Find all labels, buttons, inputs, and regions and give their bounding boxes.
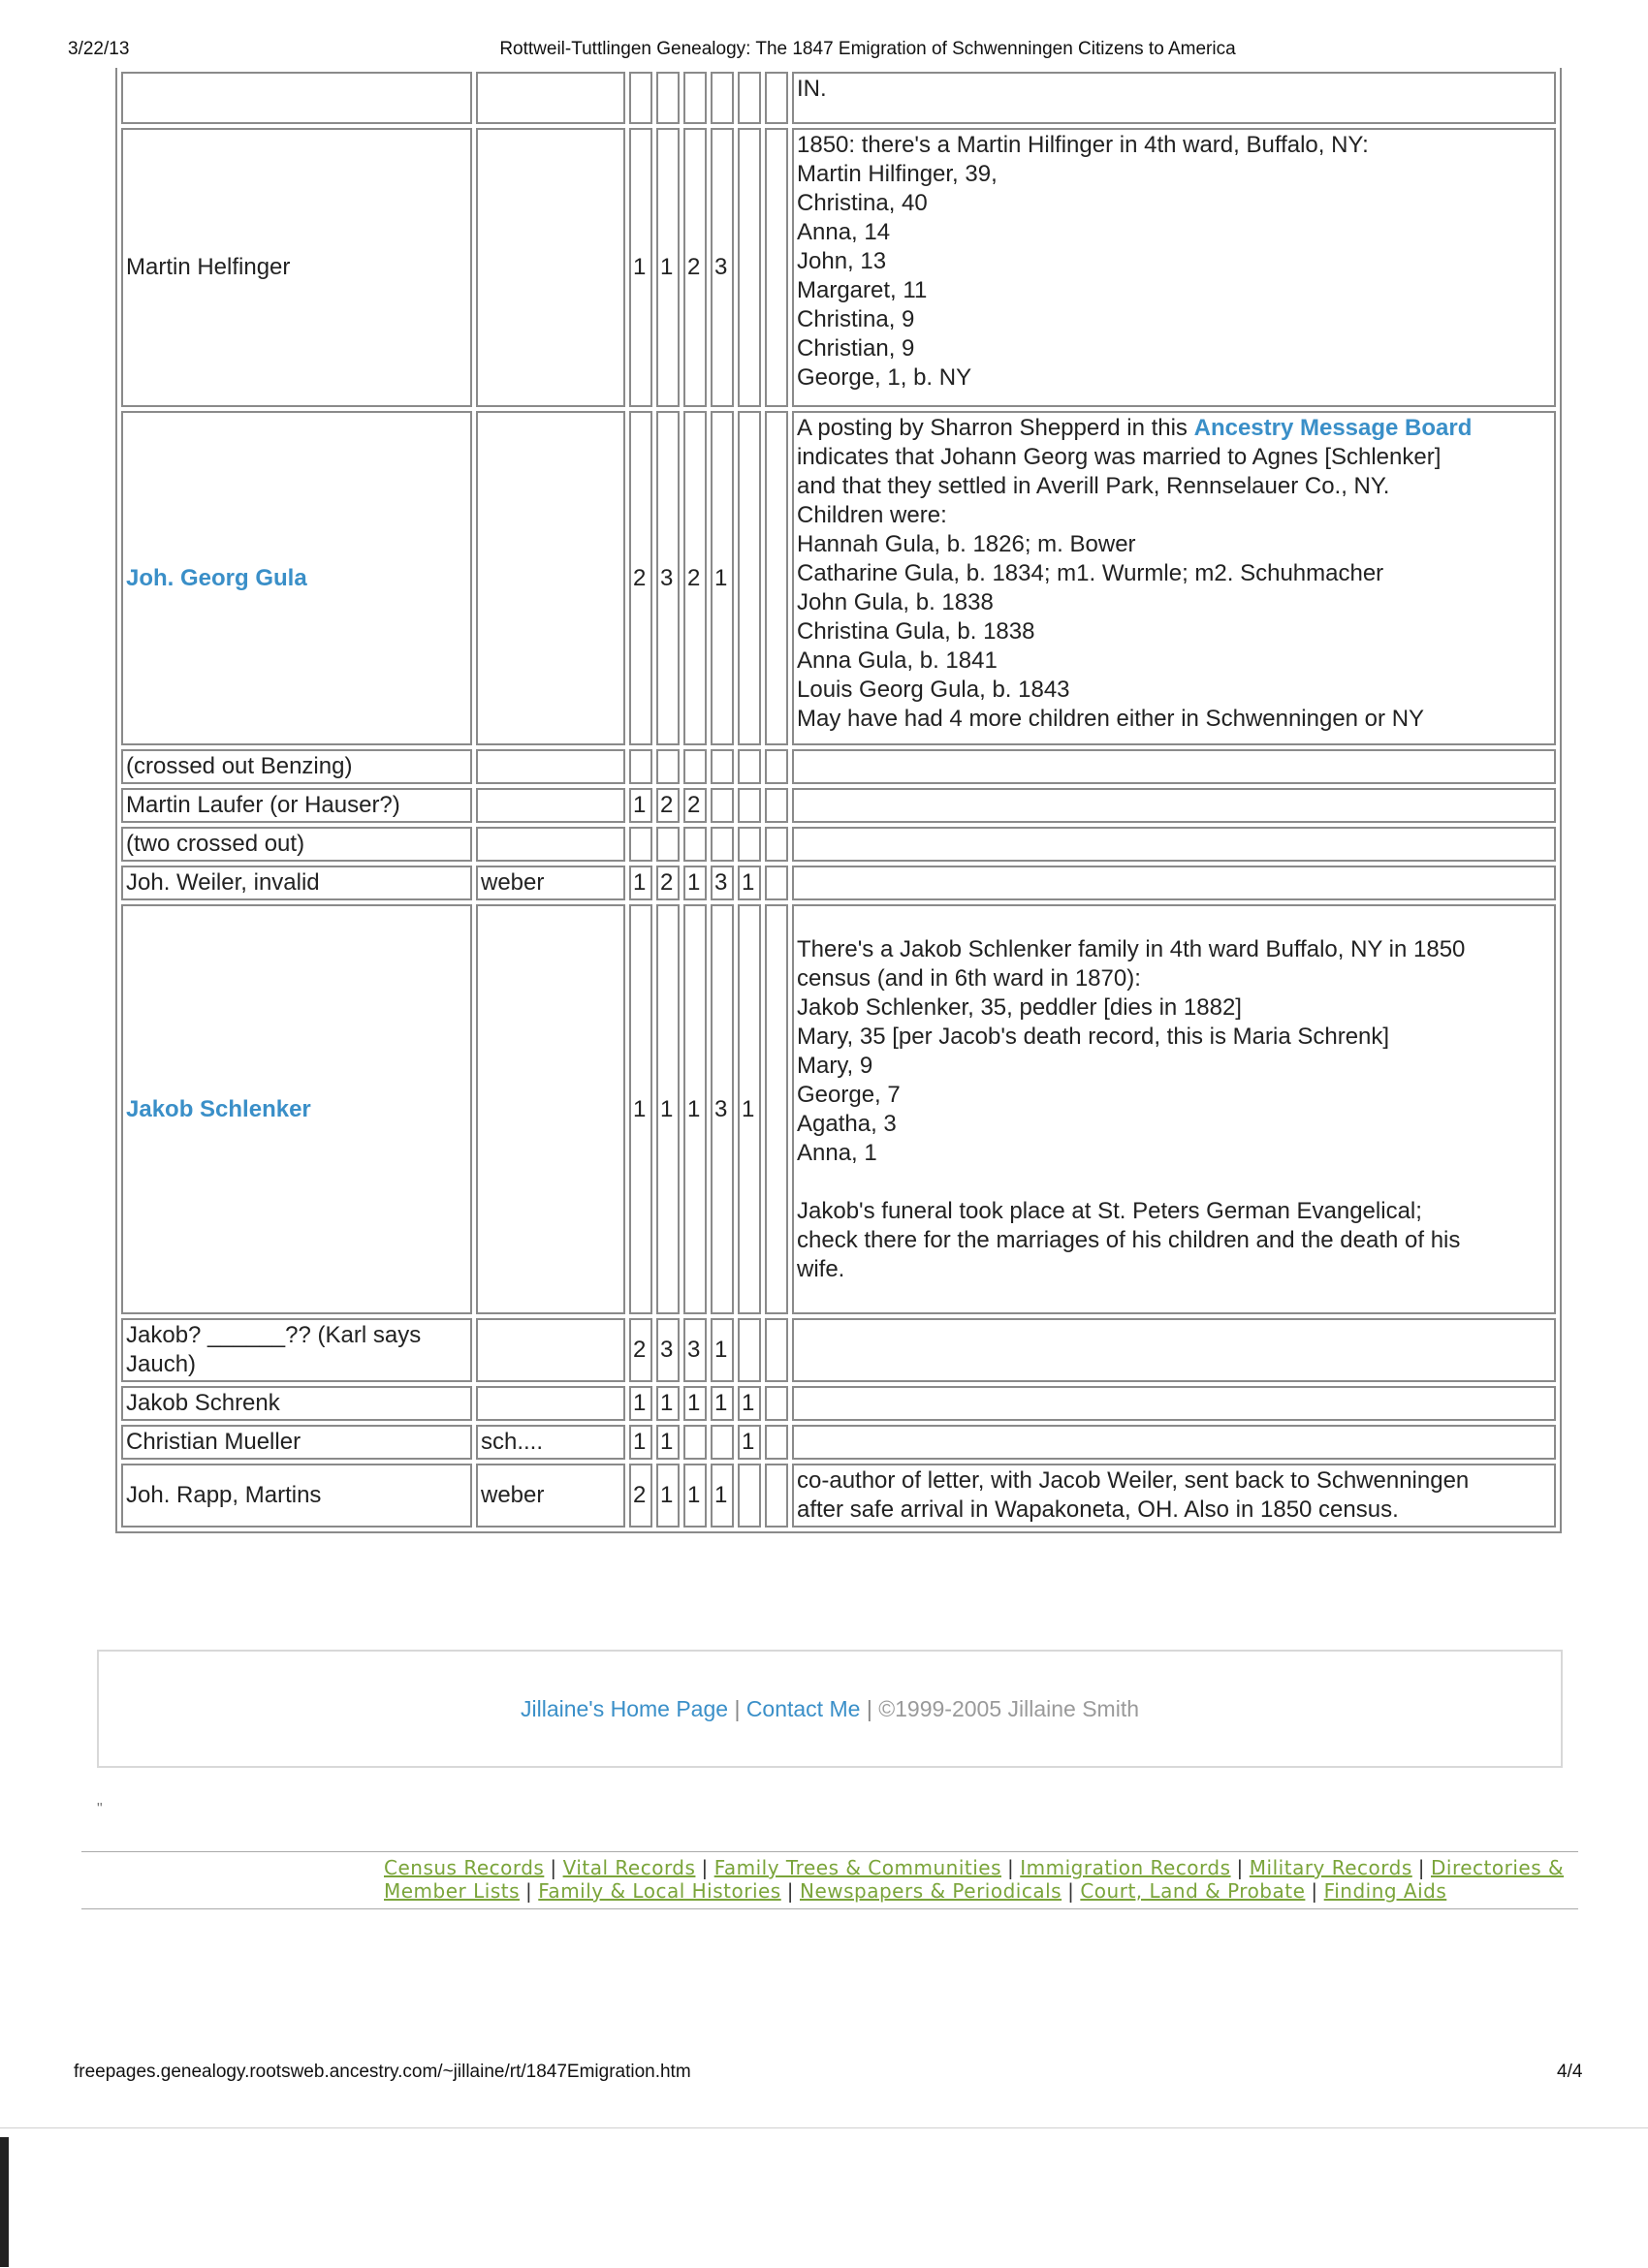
occupation-cell	[476, 128, 625, 407]
count-cell: 1	[738, 1425, 761, 1460]
contact-me-link[interactable]: Contact Me	[745, 1696, 861, 1721]
count-cell: 1	[629, 866, 652, 900]
count-cell	[738, 827, 761, 862]
count-cell: 1	[656, 1464, 680, 1528]
nav-link[interactable]: Vital Records	[562, 1856, 696, 1879]
count-cell: 1	[629, 128, 652, 407]
count-cell: 1	[683, 866, 707, 900]
count-cell	[629, 72, 652, 124]
occupation-cell: weber	[476, 866, 625, 900]
table-row	[121, 72, 1556, 124]
note-line: John, 13	[797, 248, 887, 274]
notes-cell	[792, 128, 1556, 407]
table-row	[121, 827, 1556, 862]
count-cell	[683, 827, 707, 862]
print-page-number: 4/4	[1557, 2062, 1583, 2082]
count-cell: 1	[738, 1386, 761, 1421]
table-row	[121, 1425, 1556, 1460]
count-cell	[765, 1386, 788, 1421]
occupation-cell	[476, 827, 625, 862]
copyright-text: ©1999-2005 Jillaine Smith	[878, 1696, 1140, 1721]
occupation-cell	[476, 1318, 625, 1382]
count-cell	[765, 1318, 788, 1382]
occupation-cell: weber	[476, 1464, 625, 1528]
count-cell	[765, 827, 788, 862]
table-row	[121, 411, 1556, 745]
nav-separator: |	[1067, 1879, 1075, 1903]
count-cell: 1	[711, 1386, 734, 1421]
nav-link[interactable]: Directories & Member Lists	[384, 1856, 1565, 1903]
table-row	[121, 788, 1556, 823]
note-line: Jakob's funeral took place at St. Peters German Evangelical;	[797, 1197, 1422, 1224]
notes-cell	[792, 788, 1556, 823]
note-line: There's a Jakob Schlenker family in 4th ward Buffalo, NY in 1850	[797, 935, 1466, 962]
count-cell	[738, 1318, 761, 1382]
notes-cell	[792, 749, 1556, 784]
count-cell	[765, 788, 788, 823]
count-cell: 1	[629, 1386, 652, 1421]
note-line: Agatha, 3	[797, 1110, 897, 1137]
note-line: Christina Gula, b. 1838	[797, 618, 1035, 645]
print-url: freepages.genealogy.rootsweb.ancestry.com/~jillaine/rt/1847Emigration.htm	[74, 2062, 691, 2082]
count-cell	[711, 1425, 734, 1460]
note-line: 1850: there's a Martin Hilfinger in 4th ward, Buffalo, NY:	[797, 132, 1369, 158]
note-line: George, 1, b. NY	[797, 364, 972, 391]
count-cell: 1	[711, 1318, 734, 1382]
note-text: A posting by Sharron Shepperd in this	[797, 415, 1188, 441]
name-cell: Joh. Weiler, invalid	[121, 866, 472, 900]
occupation-cell	[476, 411, 625, 745]
count-cell	[765, 411, 788, 745]
note-line: check there for the marriages of his children and the death of his	[797, 1226, 1461, 1253]
note-line: IN.	[797, 76, 827, 102]
person-link[interactable]: Jakob Schlenker	[126, 1095, 311, 1122]
note-line: after safe arrival in Wapakoneta, OH. Also in 1850 census.	[797, 1496, 1399, 1523]
count-cell	[711, 827, 734, 862]
name-cell	[121, 72, 472, 124]
name-cell: (two crossed out)	[121, 827, 472, 862]
records-nav-bar	[81, 1851, 1578, 1909]
occupation-cell	[476, 904, 625, 1314]
nav-link[interactable]: Family Trees & Communities	[713, 1856, 1001, 1879]
nav-link[interactable]: Newspapers & Periodicals	[799, 1879, 1062, 1903]
count-cell	[765, 904, 788, 1314]
scan-margin	[0, 2127, 1648, 2268]
count-cell	[765, 1425, 788, 1460]
note-line	[797, 1168, 1551, 1197]
count-cell: 1	[683, 1464, 707, 1528]
count-cell: 2	[656, 788, 680, 823]
notes-cell	[792, 1464, 1556, 1528]
note-line: Anna, 1	[797, 1139, 877, 1166]
count-cell: 3	[683, 1318, 707, 1382]
nav-link[interactable]: Court, Land & Probate	[1080, 1879, 1306, 1903]
count-cell: 1	[656, 1386, 680, 1421]
count-cell	[656, 72, 680, 124]
notes-cell	[792, 904, 1556, 1314]
nav-link[interactable]: Immigration Records	[1020, 1856, 1231, 1879]
note-line: Mary, 35 [per Jacob's death record, this is Maria Schrenk]	[797, 1023, 1390, 1050]
count-cell	[738, 72, 761, 124]
nav-separator: |	[1417, 1856, 1426, 1879]
count-cell: 1	[711, 1464, 734, 1528]
count-cell	[765, 1464, 788, 1528]
notes-cell	[792, 1425, 1556, 1460]
count-cell: 1	[629, 788, 652, 823]
count-cell	[683, 72, 707, 124]
site-footer	[97, 1650, 1563, 1768]
count-cell: 1	[656, 1425, 680, 1460]
count-cell	[656, 827, 680, 862]
note-line: Margaret, 11	[797, 277, 928, 303]
table-row	[121, 749, 1556, 784]
count-cell	[765, 749, 788, 784]
print-page-title: Rottweil-Tuttlingen Genealogy: The 1847 Emigration of Schwenningen Citizens to America	[499, 39, 1236, 59]
count-cell	[683, 749, 707, 784]
note-line: Anna, 14	[797, 219, 891, 245]
count-cell	[656, 749, 680, 784]
person-link[interactable]: Joh. Georg Gula	[126, 564, 307, 591]
count-cell	[738, 749, 761, 784]
count-cell	[711, 72, 734, 124]
count-cell	[738, 128, 761, 407]
count-cell	[765, 866, 788, 900]
note-line: census (and in 6th ward in 1870):	[797, 964, 1141, 992]
home-page-link[interactable]: Jillaine's Home Page	[520, 1696, 729, 1721]
name-cell: Martin Laufer (or Hauser?)	[121, 788, 472, 823]
table-row	[121, 866, 1556, 900]
note-line: Jakob Schlenker, 35, peddler [dies in 1882]	[797, 993, 1242, 1021]
notes-cell	[792, 1318, 1556, 1382]
nav-separator: |	[550, 1856, 557, 1879]
note-line: George, 7	[797, 1081, 901, 1108]
note-line: May have had 4 more children either in Schwenningen or NY	[797, 706, 1425, 732]
note-line: indicates that Johann Georg was married to Agnes [Schlenker]	[797, 444, 1442, 470]
count-cell: 1	[683, 1386, 707, 1421]
occupation-cell: sch....	[476, 1425, 625, 1460]
count-cell: 1	[683, 904, 707, 1314]
nav-separator: |	[1236, 1856, 1244, 1879]
count-cell: 2	[683, 411, 707, 745]
table-row	[121, 904, 1556, 1314]
table-row	[121, 128, 1556, 407]
emigrants-table	[115, 68, 1562, 1533]
nav-separator: |	[1007, 1856, 1015, 1879]
count-cell: 1	[629, 904, 652, 1314]
note-line: Louis Georg Gula, b. 1843	[797, 677, 1070, 703]
count-cell: 1	[711, 411, 734, 745]
note-line: John Gula, b. 1838	[797, 589, 994, 615]
name-cell: Joh. Rapp, Martins	[121, 1464, 472, 1528]
print-date: 3/22/13	[68, 39, 130, 59]
name-cell: (crossed out Benzing)	[121, 749, 472, 784]
count-cell: 2	[656, 866, 680, 900]
count-cell: 1	[629, 1425, 652, 1460]
count-cell	[738, 788, 761, 823]
count-cell: 3	[656, 1318, 680, 1382]
name-cell: Christian Mueller	[121, 1425, 472, 1460]
occupation-cell	[476, 749, 625, 784]
name-cell: Jakob? ______?? (Karl says Jauch)	[121, 1318, 472, 1382]
note-line: Mary, 9	[797, 1052, 873, 1079]
count-cell: 2	[683, 128, 707, 407]
count-cell: 1	[656, 904, 680, 1314]
notes-cell	[792, 866, 1556, 900]
count-cell: 3	[711, 866, 734, 900]
name-cell: Martin Helfinger	[121, 128, 472, 407]
name-cell	[121, 904, 472, 1314]
nav-link[interactable]: Family & Local Histories	[538, 1879, 781, 1903]
count-cell: 1	[738, 904, 761, 1314]
note-line: Catharine Gula, b. 1834; m1. Wurmle; m2. Schuhmacher	[797, 560, 1384, 586]
count-cell: 3	[656, 411, 680, 745]
note-line: Christina, 9	[797, 306, 915, 332]
occupation-cell	[476, 788, 625, 823]
count-cell: 2	[629, 411, 652, 745]
notes-cell	[792, 1386, 1556, 1421]
footer-separator: |	[734, 1696, 741, 1721]
occupation-cell	[476, 72, 625, 124]
note-line: Children were:	[797, 502, 947, 528]
count-cell: 3	[711, 904, 734, 1314]
nav-separator: |	[786, 1879, 794, 1903]
occupation-cell	[476, 1386, 625, 1421]
count-cell: 2	[683, 788, 707, 823]
note-line: Martin Hilfinger, 39,	[797, 161, 998, 187]
count-cell: 1	[656, 128, 680, 407]
count-cell	[711, 749, 734, 784]
notes-cell	[792, 72, 1556, 124]
nav-link[interactable]: Finding Aids	[1323, 1879, 1447, 1903]
note-line: wife.	[797, 1255, 845, 1282]
count-cell	[765, 72, 788, 124]
name-cell	[121, 411, 472, 745]
note-line: Christian, 9	[797, 335, 915, 362]
name-cell: Jakob Schrenk	[121, 1386, 472, 1421]
table-row	[121, 1318, 1556, 1382]
nav-separator: |	[701, 1856, 709, 1879]
notes-cell	[792, 411, 1556, 745]
footer-separator: |	[866, 1696, 872, 1721]
nav-separator: |	[1311, 1879, 1318, 1903]
note-line: Anna Gula, b. 1841	[797, 647, 998, 674]
count-cell	[711, 788, 734, 823]
stray-mark: "	[97, 1801, 103, 1817]
count-cell: 2	[629, 1318, 652, 1382]
table-row	[121, 1386, 1556, 1421]
note-line: Christina, 40	[797, 190, 928, 216]
note-line: and that they settled in Averill Park, Rennselauer Co., NY.	[797, 473, 1390, 499]
nav-separator: |	[525, 1879, 533, 1903]
count-cell	[629, 827, 652, 862]
table-row	[121, 1464, 1556, 1528]
scan-edge	[0, 2137, 9, 2267]
note-line: Hannah Gula, b. 1826; m. Bower	[797, 531, 1136, 557]
count-cell	[738, 411, 761, 745]
count-cell	[629, 749, 652, 784]
count-cell	[738, 1464, 761, 1528]
count-cell	[765, 128, 788, 407]
count-cell: 2	[629, 1464, 652, 1528]
notes-cell	[792, 827, 1556, 862]
nav-link[interactable]: Military Records	[1249, 1856, 1412, 1879]
count-cell: 1	[738, 866, 761, 900]
count-cell: 3	[711, 128, 734, 407]
note-line: co-author of letter, with Jacob Weiler, sent back to Schwenningen	[797, 1467, 1470, 1494]
nav-link[interactable]: Census Records	[384, 1856, 545, 1879]
count-cell	[683, 1425, 707, 1460]
message-board-link[interactable]: Ancestry Message Board	[1193, 415, 1473, 441]
